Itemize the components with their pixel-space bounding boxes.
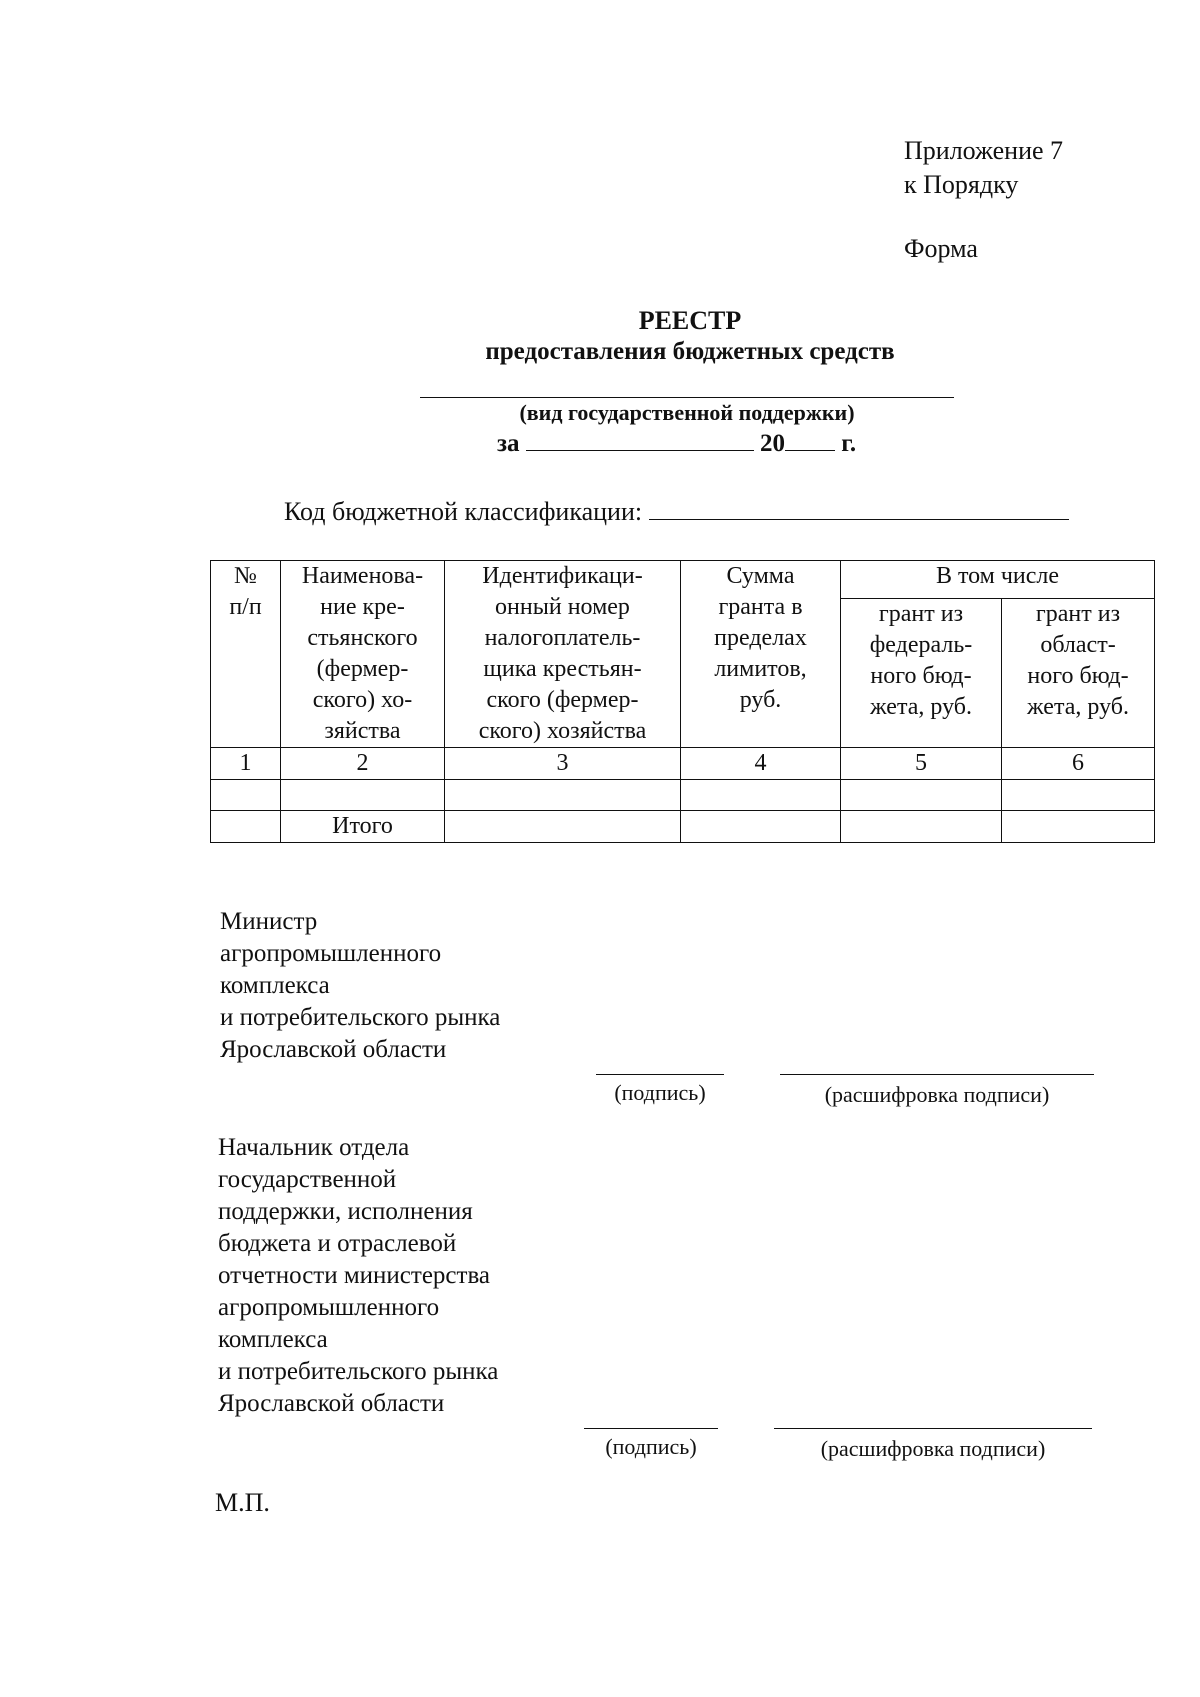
column-number: 1 — [211, 748, 281, 780]
appendix-reference — [904, 134, 1063, 202]
table-cell — [681, 811, 841, 843]
minister-title: Министр агропромышленного комплекса и потребительского рынка Ярославской области — [220, 908, 501, 1063]
budget-code-blank — [649, 497, 1069, 520]
support-type-blank-line — [420, 397, 954, 398]
period-prefix: за — [497, 430, 520, 457]
period-year-prefix: 20 — [760, 430, 786, 457]
header-federal-grant: грант из федераль- ного бюд- жета, руб. — [841, 599, 1002, 748]
form-label: Форма — [904, 234, 978, 263]
table-row-empty — [211, 780, 1155, 811]
table-cell — [211, 780, 281, 811]
column-number: 2 — [281, 748, 445, 780]
minister-name-caption: (расшифровка подписи) — [824, 1082, 1050, 1107]
stamp-placeholder: М.П. — [215, 1488, 270, 1517]
department-head-name-caption: (расшифровка подписи) — [820, 1436, 1046, 1461]
column-number: 6 — [1002, 748, 1155, 780]
department-head-title: Начальник отдела государственной поддержки, исполнения бюджета и отраслевой отчетности министерства агропромышленного комплекса и потребительского рынка Ярославской области — [218, 1134, 499, 1417]
header-number: № п/п — [211, 561, 281, 748]
year-blank — [785, 428, 835, 451]
header-grant-sum: Сумма гранта в пределах лимитов, руб. — [681, 561, 841, 748]
budget-classification-code — [284, 497, 1069, 527]
table-cell — [1002, 811, 1155, 843]
table-cell — [1002, 780, 1155, 811]
department-head-name-line — [774, 1428, 1092, 1429]
registry-table — [210, 560, 1155, 843]
table-cell — [841, 811, 1002, 843]
period-suffix: г. — [841, 430, 857, 457]
table-cell — [281, 780, 445, 811]
support-type-caption: (вид государственной поддержки) — [519, 400, 855, 425]
reporting-period — [497, 428, 856, 458]
table-cell — [841, 780, 1002, 811]
column-number: 3 — [445, 748, 681, 780]
table-cell — [445, 811, 681, 843]
minister-signature-line — [596, 1074, 724, 1075]
minister-signature-caption: (подпись) — [614, 1080, 706, 1105]
document-title: РЕЕСТР — [638, 306, 742, 335]
column-number: 4 — [681, 748, 841, 780]
column-number: 5 — [841, 748, 1002, 780]
appendix-order: к Порядку — [904, 170, 1019, 199]
table-cell — [445, 780, 681, 811]
minister-name-line — [780, 1074, 1094, 1075]
header-regional-grant: грант из област- ного бюд- жета, руб. — [1002, 599, 1155, 748]
header-taxpayer-id: Идентификаци- онный номер налогоплатель- щика крестьян- ского (фермер- ского) хозяйства — [445, 561, 681, 748]
budget-code-label: Код бюджетной классификации: — [284, 497, 643, 526]
table-row-total — [211, 811, 1155, 843]
document-subtitle: предоставления бюджетных средств — [485, 338, 895, 365]
column-number-row — [211, 748, 1155, 780]
department-head-signature-line — [584, 1428, 718, 1429]
table-header-row — [211, 561, 1155, 599]
period-blank — [526, 428, 754, 451]
table-cell — [211, 811, 281, 843]
table-cell — [681, 780, 841, 811]
department-head-signature-caption: (подпись) — [605, 1434, 697, 1459]
total-label: Итого — [281, 811, 445, 843]
header-including-group: В том числе — [841, 561, 1155, 599]
appendix-number: Приложение 7 — [904, 136, 1064, 165]
header-farm-name: Наименова- ние кре- стьянского (фермер- ского) хо- зяйства — [281, 561, 445, 748]
